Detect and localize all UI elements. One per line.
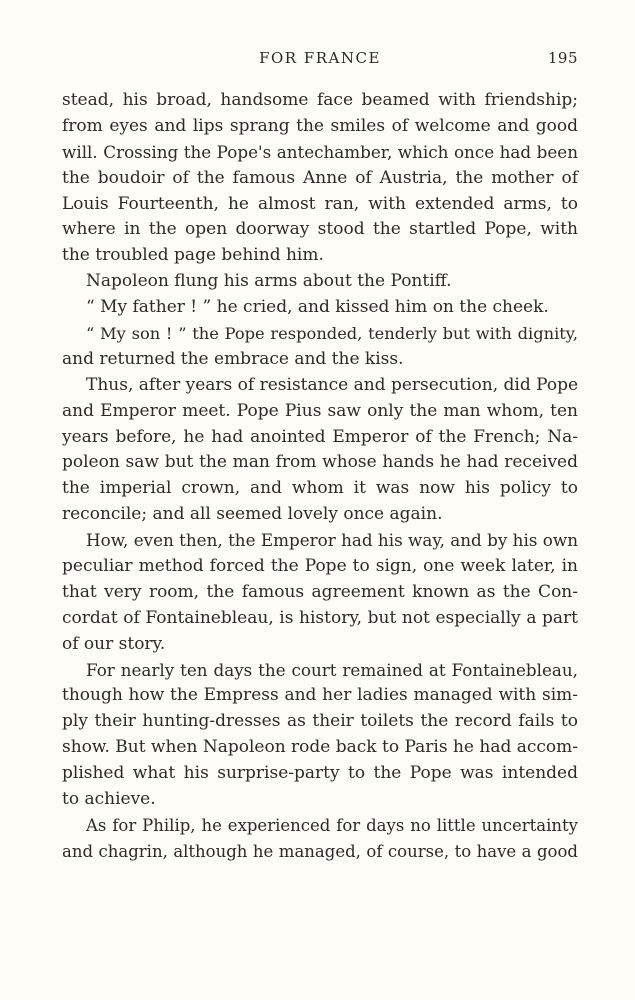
text-line: How, even then, the Emperor had his way, and by his own	[86, 530, 578, 551]
text-line: Louis Fourteenth, he almost ran, with extended arms, to	[62, 193, 578, 214]
text-line: peculiar method forced the Pope to sign, one week later, in	[62, 556, 578, 577]
text-line: to achieve.	[62, 789, 156, 810]
text-line: show. But when Napoleon rode back to Paris he had accom-	[62, 737, 579, 758]
text-line: the troubled page behind him.	[62, 245, 324, 266]
text-line: Napoleon flung his arms about the Pontiff.	[86, 271, 452, 292]
running-title: FOR FRANCE	[259, 49, 381, 67]
text-line: and Emperor meet. Pope Pius saw only the man whom, ten	[62, 400, 578, 421]
text-line: reconcile; and all seemed lovely once again.	[62, 504, 443, 525]
text-line: For nearly ten days the court remained at Fontainebleau,	[86, 659, 578, 680]
text-line: will. Crossing the Pope's antechamber, which once had been	[62, 141, 578, 162]
text-line: cordat of Fontainebleau, is history, but not especially a part	[62, 607, 578, 628]
text-line: that very room, the famous agreement known as the Con-	[62, 581, 578, 602]
text-line: ply their hunting-dresses as their toilets the record fails to	[62, 711, 578, 732]
text-line: plished what his surprise-party to the Pope was intended	[62, 763, 578, 784]
text-line: the boudoir of the famous Anne of Austria, the mother of	[62, 167, 578, 188]
text-line: stead, his broad, handsome face beamed with friendship;	[62, 90, 578, 110]
text-line: poleon saw but the man from whose hands he had received	[62, 452, 578, 473]
running-head	[62, 49, 578, 71]
page-number: 195	[547, 49, 578, 67]
text-line: Thus, after years of resistance and persecution, did Pope	[86, 374, 579, 395]
text-line: As for Philip, he experienced for days no little uncertainty	[86, 815, 578, 835]
text-line: and chagrin, although he managed, of course, to have a good	[62, 841, 578, 861]
text-line: from eyes and lips sprang the smiles of welcome and good	[62, 115, 578, 136]
body-text	[62, 88, 578, 865]
text-line: and returned the embrace and the kiss.	[62, 348, 404, 369]
text-line: of our story.	[62, 633, 166, 654]
text-line: where in the open doorway stood the startled Pope, with	[62, 219, 578, 240]
text-line: though how the Empress and her ladies managed with sim-	[62, 685, 578, 706]
text-line: “ My father ! ” he cried, and kissed him on the cheek.	[86, 297, 549, 318]
text-line: “ My son ! ” the Pope responded, tenderly but with dignity,	[86, 324, 578, 344]
text-line: the imperial crown, and whom it was now his policy to	[62, 478, 578, 499]
text-line: years before, he had anointed Emperor of the French; Na-	[62, 426, 578, 447]
